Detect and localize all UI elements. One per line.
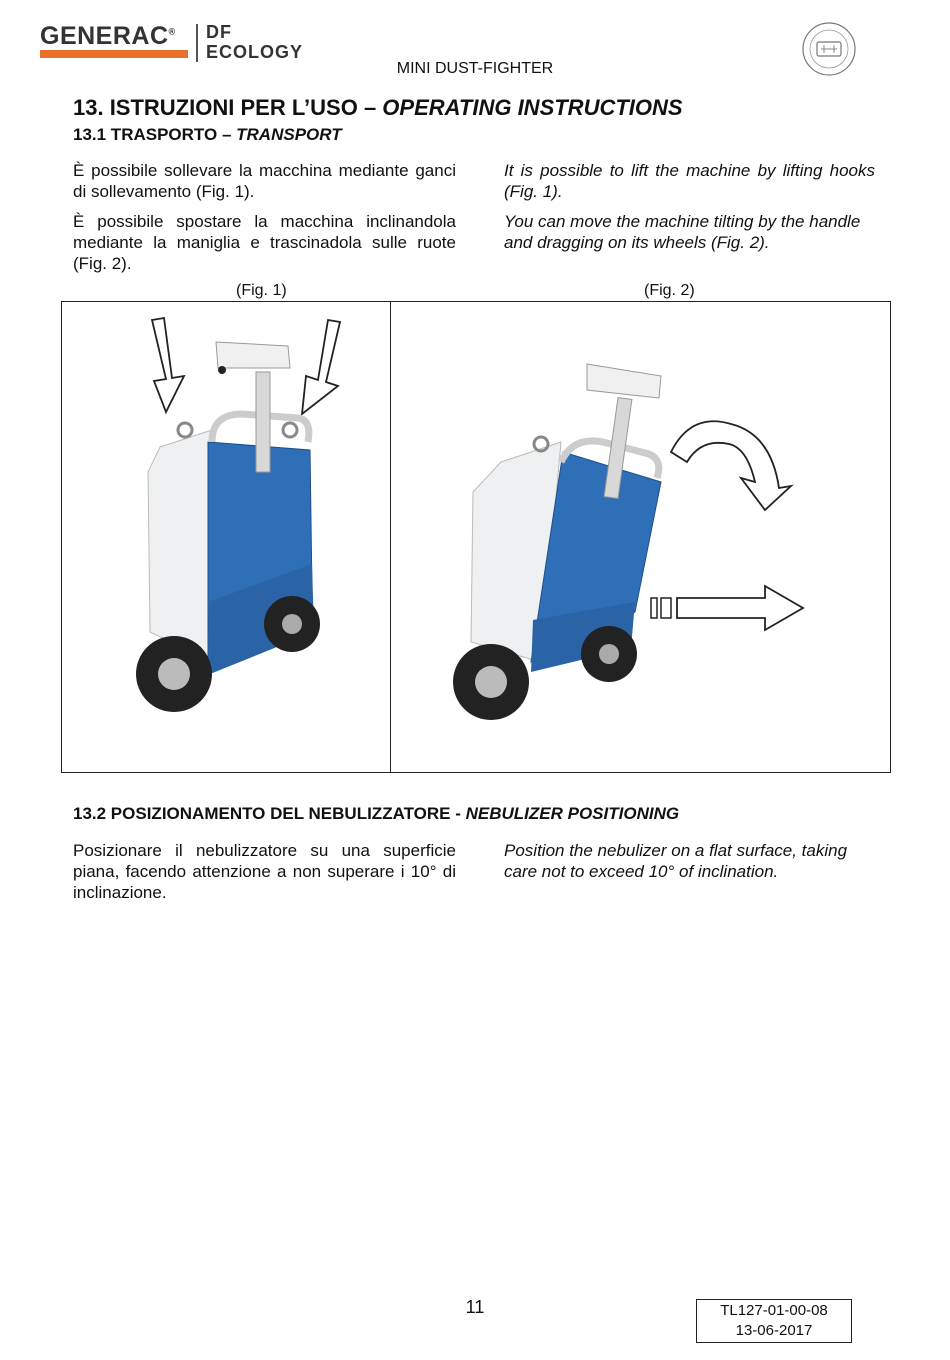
paragraph: You can move the machine tilting by the handle and dragging on its wheels (Fig. 2). — [504, 212, 861, 252]
fig2-caption: (Fig. 2) — [644, 282, 695, 299]
section-13-1-heading: 13.1 TRASPORTO – TRANSPORT — [73, 125, 342, 144]
lift-arrow-left-icon — [152, 318, 184, 412]
generac-logo: GENERAC® — [40, 22, 176, 50]
page-number: 11 — [465, 1297, 485, 1317]
paragraph: Posizionare il nebulizzatore su una superficie piana, facendo attenzione a non superare i 10° di inclinazione. — [73, 841, 456, 902]
section-13-2-english-text — [504, 840, 875, 891]
section-13-2-heading: 13.2 POSIZIONAMENTO DEL NEBULIZZATORE - NEBULIZER POSITIONING — [73, 804, 680, 823]
document-date: 13-06-2017 — [735, 1322, 813, 1339]
drag-arrow-icon — [677, 586, 803, 630]
certification-seal-icon — [802, 22, 856, 76]
paragraph: È possibile sollevare la macchina mediante ganci di sollevamento (Fig. 1). — [73, 161, 456, 201]
tilt-arrow-icon — [671, 421, 791, 510]
df-logo-line1: DF — [206, 22, 232, 42]
fig2-tilting-illustration — [391, 302, 890, 772]
paragraph: È possibile spostare la macchina inclinandola mediante la maniglia e trascinadola sulle ruote (Fig. 2). — [73, 212, 456, 273]
paragraph: Position the nebulizer on a flat surface, taking care not to exceed 10° of inclination. — [504, 841, 848, 881]
document-reference-box — [696, 1299, 852, 1343]
document-code: TL127-01-00-08 — [720, 1302, 828, 1319]
df-logo-line2: ECOLOGY — [206, 42, 304, 62]
fig1-caption: (Fig. 1) — [236, 282, 287, 299]
logo-separator — [196, 24, 198, 62]
fig1-lifting-illustration — [62, 302, 390, 772]
lift-arrow-right-icon — [302, 320, 340, 414]
section-13-heading: 13. ISTRUZIONI PER L’USO – OPERATING INSTRUCTIONS — [73, 95, 683, 120]
section-13-2-italian-text — [73, 840, 456, 912]
section-13-1-italian-text — [73, 160, 456, 283]
paragraph: It is possible to lift the machine by lifting hooks (Fig. 1). — [504, 161, 875, 201]
section-13-1-english-text — [504, 160, 875, 262]
generac-logo-swoosh — [40, 50, 188, 58]
df-ecology-logo — [206, 22, 303, 62]
document-title: MINI DUST-FIGHTER — [396, 60, 554, 77]
